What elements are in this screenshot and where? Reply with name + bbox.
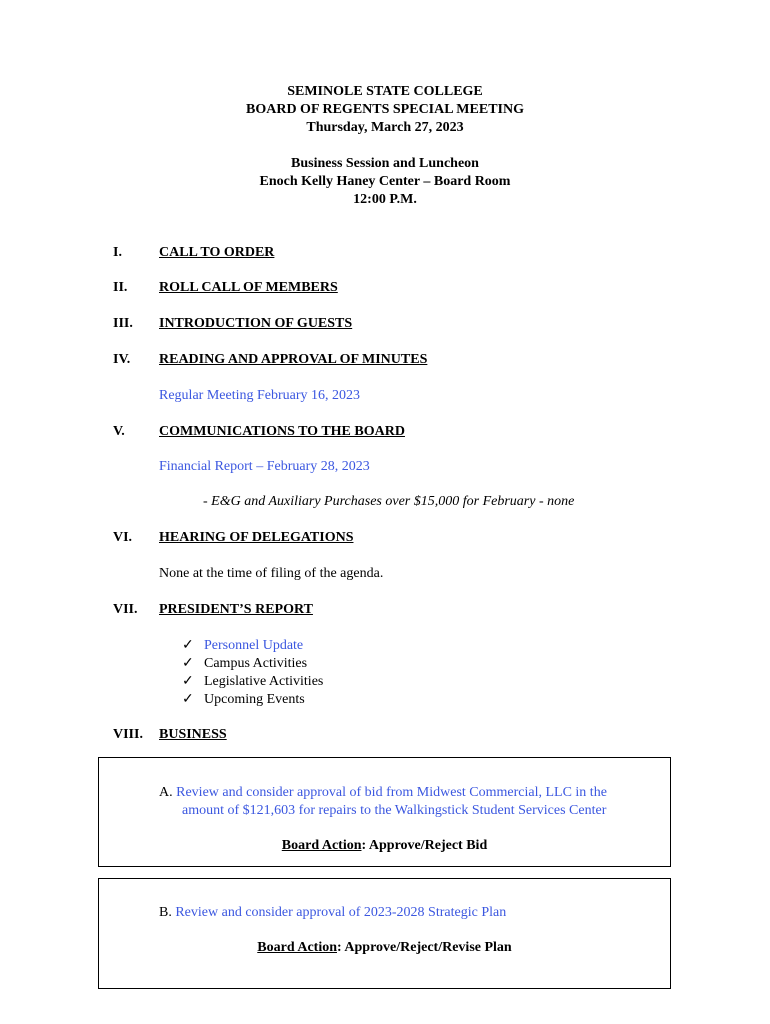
section-title: READING AND APPROVAL OF MINUTES — [159, 352, 428, 367]
section-title: COMMUNICATIONS TO THE BOARD — [159, 424, 405, 439]
section-number: VIII. — [113, 727, 143, 742]
section-title: HEARING OF DELEGATIONS — [159, 530, 354, 545]
report-item-label: Upcoming Events — [204, 692, 305, 707]
session-name: Business Session and Luncheon — [291, 156, 479, 171]
section-number: VII. — [113, 602, 138, 617]
board-action-a — [99, 838, 670, 854]
checkmark-icon: ✓ — [182, 692, 194, 707]
report-item-personnel — [182, 637, 303, 654]
delegations-note: None at the time of filing of the agenda. — [159, 566, 384, 581]
section-number: IV. — [113, 352, 131, 367]
purchases-note: - E&G and Auxiliary Purchases over $15,000 for February - none — [203, 494, 575, 509]
board-action-value: : Approve/Reject Bid — [361, 838, 488, 853]
section-title: BUSINESS — [159, 727, 227, 742]
business-item-b-text — [159, 904, 506, 922]
college-name: SEMINOLE STATE COLLEGE — [287, 84, 483, 99]
checkmark-icon: ✓ — [182, 674, 194, 689]
item-b-link[interactable]: Review and consider approval of 2023-2028 Strategic Plan — [175, 905, 507, 920]
report-item-label[interactable]: Personnel Update — [204, 638, 304, 653]
section-number: VI. — [113, 530, 133, 545]
minutes-link[interactable]: Regular Meeting February 16, 2023 — [159, 388, 361, 403]
section-title: ROLL CALL OF MEMBERS — [159, 280, 338, 295]
section-number: II. — [113, 280, 128, 295]
item-letter: B. — [159, 905, 172, 920]
report-item-label: Campus Activities — [204, 656, 308, 671]
board-action-label: Board Action — [257, 940, 337, 955]
section-number: V. — [113, 424, 125, 439]
financial-report-link[interactable]: Financial Report – February 28, 2023 — [159, 459, 370, 474]
section-number: III. — [113, 316, 133, 331]
meeting-time: 12:00 P.M. — [353, 192, 417, 207]
meeting-date: Thursday, March 27, 2023 — [306, 120, 464, 135]
board-action-b — [99, 940, 670, 956]
item-a-link-line1[interactable]: Review and consider approval of bid from Midwest Commercial, LLC in the — [176, 785, 607, 800]
board-action-label: Board Action — [281, 838, 362, 853]
report-item-label: Legislative Activities — [204, 674, 324, 689]
business-item-a — [98, 757, 671, 867]
report-item-events — [182, 691, 305, 708]
checkmark-icon: ✓ — [182, 656, 194, 671]
meeting-title: BOARD OF REGENTS SPECIAL MEETING — [246, 102, 524, 117]
board-action-value: : Approve/Reject/Revise Plan — [337, 940, 512, 955]
item-letter: A. — [159, 785, 173, 800]
business-item-b — [98, 878, 671, 989]
section-title: PRESIDENT’S REPORT — [159, 602, 313, 617]
section-title: INTRODUCTION OF GUESTS — [159, 316, 353, 331]
report-item-campus — [182, 655, 307, 672]
item-a-link-line2[interactable]: amount of $121,603 for repairs to the Walkingstick Student Services Center — [182, 803, 607, 818]
business-item-a-text — [159, 784, 607, 820]
section-title: CALL TO ORDER — [159, 245, 275, 260]
section-number: I. — [113, 245, 122, 260]
meeting-header — [0, 83, 770, 209]
checkmark-icon: ✓ — [182, 638, 194, 653]
meeting-location: Enoch Kelly Haney Center – Board Room — [259, 174, 511, 189]
report-item-legislative — [182, 673, 323, 690]
